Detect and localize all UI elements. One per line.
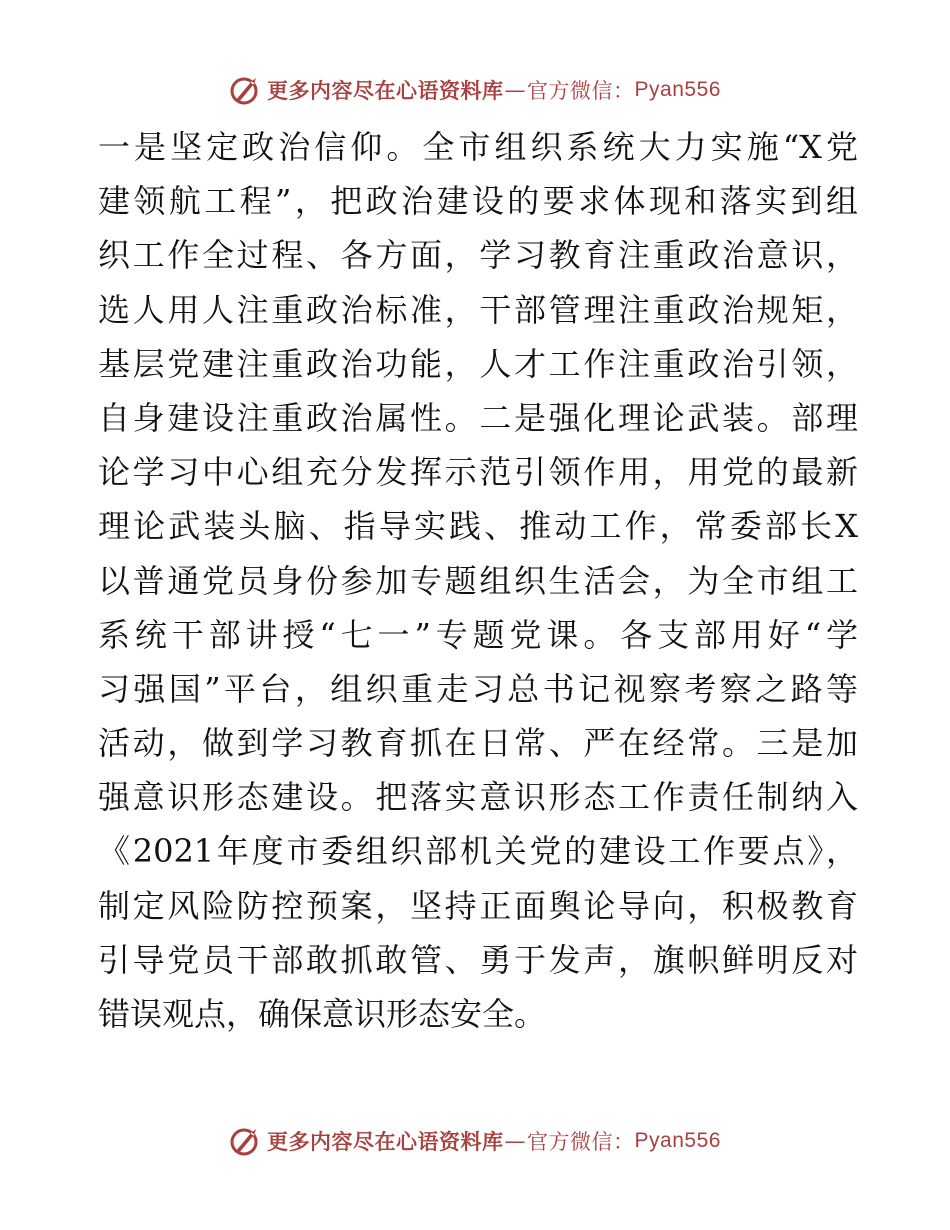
body-paragraph	[98, 120, 858, 1041]
text-line: 选人用人注重政治标准，干部管理注重政治规矩，	[98, 290, 858, 329]
text-line: 制定风险防控预案，坚持正面舆论导向，积极教育	[98, 886, 858, 925]
watermark-dash: —	[504, 78, 527, 102]
watermark-text: 更多内容尽在心语资料库	[267, 1130, 504, 1154]
text-line: 论学习中心组充分发挥示范引领作用，用党的最新	[98, 453, 858, 492]
text-line: 强意识形态建设。把落实意识形态工作责任制纳入	[98, 778, 858, 817]
text-line: 引导党员干部敢抓敢管、勇于发声，旗帜鲜明反对	[98, 940, 858, 979]
text-line: 一是坚定政治信仰。全市组织系统大力实施“X党	[98, 128, 858, 166]
watermark-label: 官方微信：	[527, 1130, 635, 1154]
text-line: 以普通党员身份参加专题组织生活会，为全市组工	[98, 561, 858, 600]
text-line: 自身建设注重政治属性。二是强化理论武装。部理	[98, 398, 858, 437]
text-line: 基层党建注重政治功能，人才工作注重政治引领，	[98, 344, 858, 383]
header-watermark	[0, 74, 950, 106]
text-line: 织工作全过程、各方面，学习教育注重政治意识，	[98, 236, 858, 275]
text-line: 理论武装头脑、指导实践、推动工作，常委部长X	[98, 507, 858, 546]
watermark-wechat-id: Pyan556	[634, 1129, 721, 1152]
watermark-wechat-id: Pyan556	[634, 78, 721, 101]
text-line: 习强国”平台，组织重走习总书记视察考察之路等	[98, 669, 858, 708]
pen-logo-icon	[229, 74, 261, 106]
watermark-dash: —	[504, 1129, 527, 1153]
text-line: 《2021年度市委组织部机关党的建设工作要点》，	[98, 832, 858, 871]
watermark-label: 官方微信：	[527, 79, 635, 103]
pen-logo-icon	[229, 1125, 261, 1157]
footer-watermark	[0, 1125, 950, 1157]
text-line: 活动，做到学习教育抓在日常、严在经常。三是加	[98, 724, 858, 763]
text-line: 系统干部讲授“七一”专题党课。各支部用好“学	[98, 615, 858, 654]
watermark-text: 更多内容尽在心语资料库	[267, 79, 504, 103]
text-line: 错误观点，确保意识形态安全。	[98, 995, 547, 1033]
text-line: 建领航工程”，把政治建设的要求体现和落实到组	[98, 182, 858, 221]
